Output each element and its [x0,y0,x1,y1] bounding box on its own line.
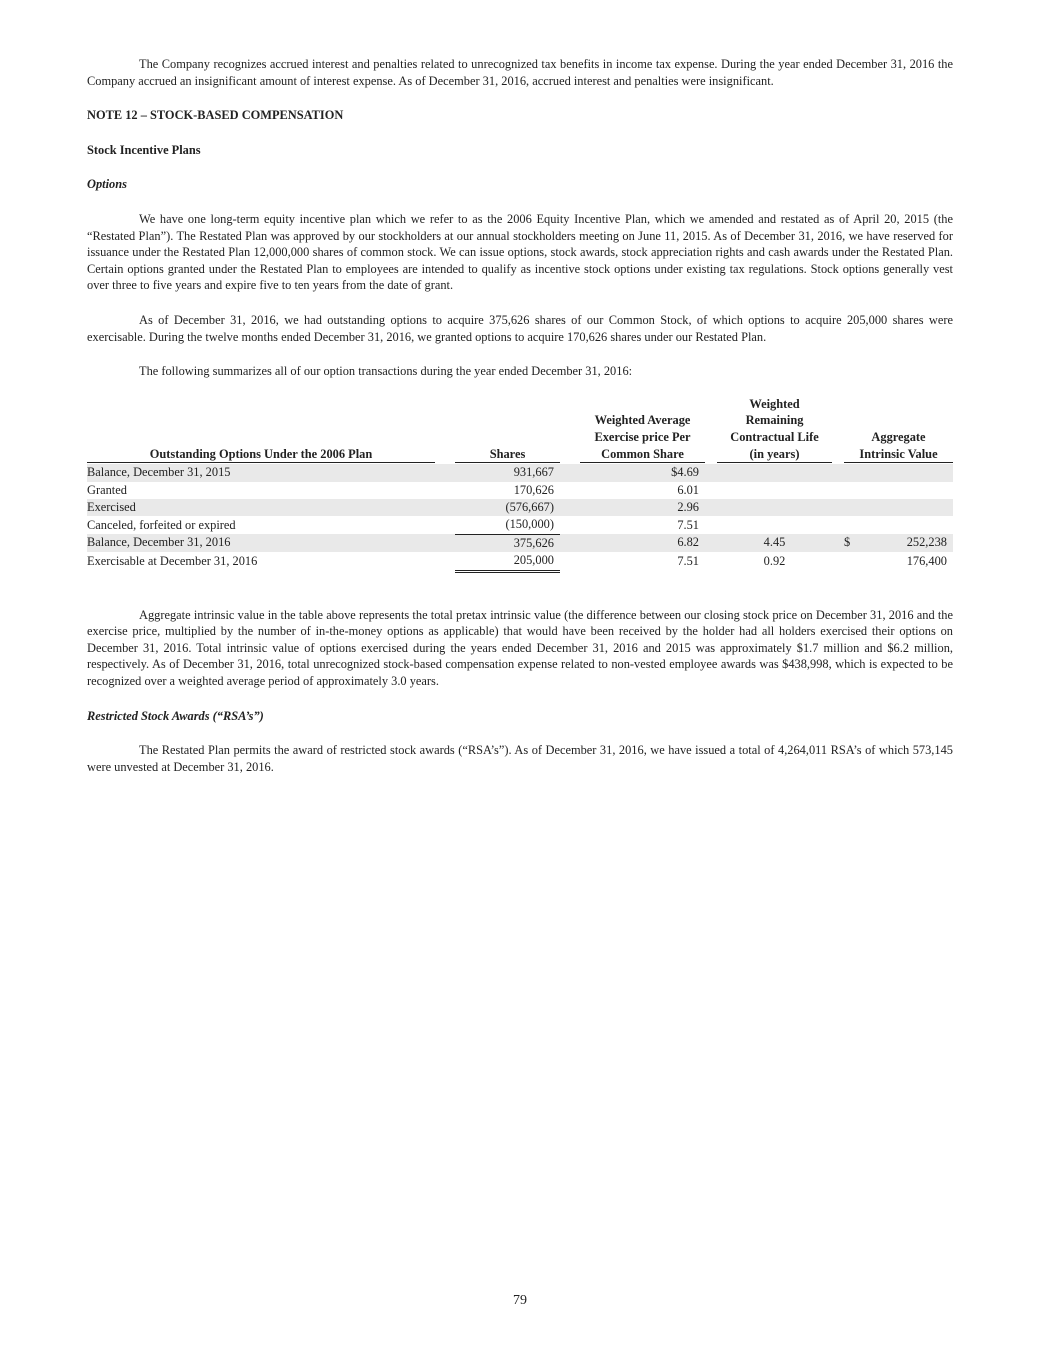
intro-paragraph: The Company recognizes accrued interest and penalties related to unrecognized tax benefits in income tax expense. During the year ended December 31, 2016 the Company accrued an insignificant amount of interest expense. As of December 31, 2016, accrued interest and penalties were insignificant. [87,57,953,88]
rsa-heading: Restricted Stock Awards (“RSA’s”) [87,708,264,723]
table-header-row [87,396,953,464]
table-row: Canceled, forfeited or expired (150,000) 7.51 [87,516,953,534]
rsa-paragraph: The Restated Plan permits the award of restricted stock awards (“RSA’s”). As of December 31, 2016, we have issued a total of 4,264,011 RSA’s of which 573,145 were unvested at December 31, 2016. [87,743,953,774]
section-heading: Stock Incentive Plans [87,142,201,157]
note-heading: NOTE 12 – STOCK-BASED COMPENSATION [87,108,344,123]
intrinsic-paragraph: Aggregate intrinsic value in the table above represents the total pretax intrinsic value (the difference between our closing stock price on December 31, 2016 and the exercise price, multiplied by the number of in-the-money options as applicable) that would have been received by the holder had all holders exercised their options on December 31, 2016. Total intrinsic value of options exercised during the years ended December 31, 2016 and 2015 was approximately $1.7 million and $6.2 million, respectively. As of December 31, 2016, total unrecognized stock-based compensation expense related to non-vested employee awards was $438,998, which is expected to be recognized over a weighted average period of approximately 3.0 years. [87,607,953,688]
table-row: Granted 170,626 6.01 [87,482,699,497]
options-paragraph-2: As of December 31, 2016, we had outstanding options to acquire 375,626 shares of our Common Stock, of which options to acquire 205,000 shares were exercisable. During the twelve months ended December 31, 2016, we granted options to acquire 170,626 shares under our Restated Plan. [87,312,953,344]
options-paragraph-3: The following summarizes all of our option transactions during the year ended December 31, 2016: [139,364,633,379]
options-heading: Options [87,177,127,192]
header-label: Outstanding Options Under the 2006 Plan [87,446,435,464]
table-row: Exercised (576,667) 2.96 [87,499,953,516]
header-shares: Shares [455,446,560,464]
options-paragraph-1: We have one long-term equity incentive plan which we refer to as the 2006 Equity Incentive Plan, which we amended and restated as of April 20, 2015 (the “Restated Plan”). The Restated Plan was approved by our stockholders at our annual stockholders meeting on June 11, 2015. As of December 31, 2016, we have reserved for issuance under the Restated Plan 12,000,000 shares of common stock. We can issue options, stock awards, stock appreciation rights and cash awards under the Restated Plan. Certain options granted under the Restated Plan to employees are intended to qualify as incentive stock options under existing tax regulations. Stock options generally vest over three to five years and expire five to ten years from the date of grant. [87,211,953,293]
table-row: Exercisable at December 31, 2016 205,000 7.51 0.92 176,400 [87,552,953,571]
page-number: 79 [513,1293,527,1308]
header-intrinsic-value: Aggregate Intrinsic Value [844,429,953,463]
document-page [87,56,953,775]
options-table [87,396,953,573]
table-row: Balance, December 31, 2016 375,626 6.82 4.45 $ 252,238 [87,534,953,552]
header-contractual-life: Weighted Remaining Contractual Life (in years) [717,396,832,463]
table-row: Balance, December 31, 2015 931,667 $4.69 [87,464,953,481]
header-exercise-price: Weighted Average Exercise price Per Common Share [580,412,705,463]
